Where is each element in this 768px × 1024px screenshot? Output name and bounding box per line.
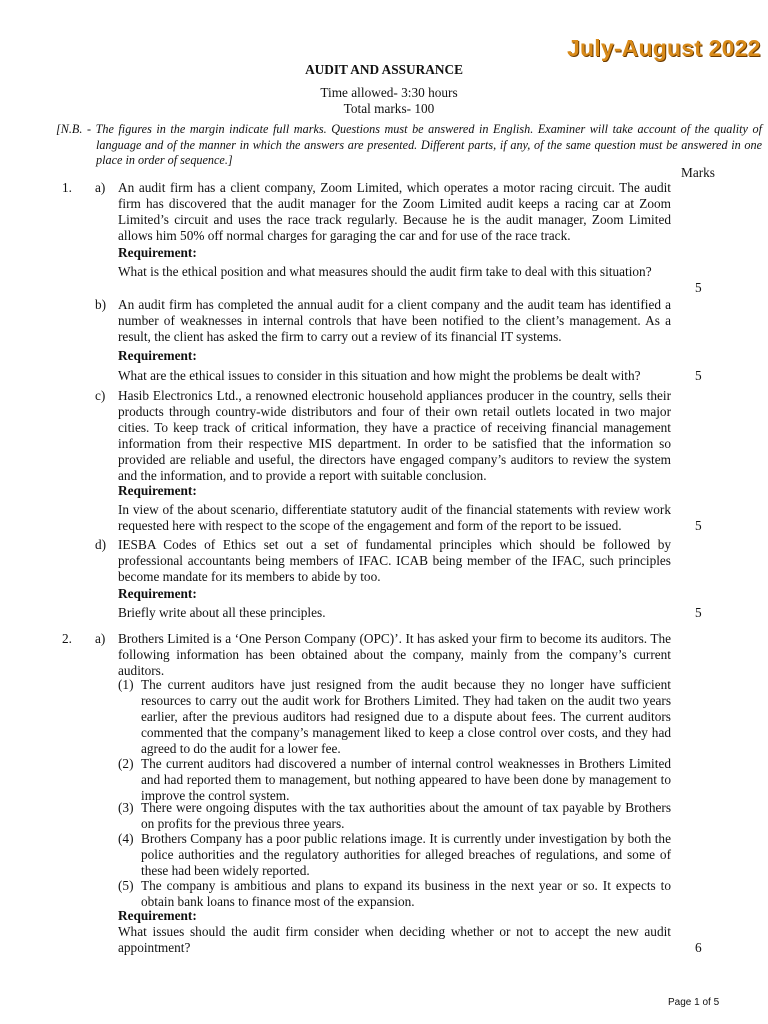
point-number: (4): [118, 831, 134, 846]
requirement-text: What issues should the audit firm consider when deciding whether or not to accept the new audit appointment?: [118, 924, 671, 955]
instructions-note: [N.B. - The figures in the margin indicate full marks. Questions must be answered in English. Examiner will take account of the quality of language and of the manner in which the answers are presented. Different parts, if any, of the same question must be answered in one place in order of sequence.]: [56, 122, 762, 167]
marks-column-header: Marks: [681, 165, 715, 180]
point-text: The company is ambitious and plans to expand its business in the next year or so. It expects to obtain bank loans to finance most of the expansion.: [141, 878, 671, 909]
requirement-heading: Requirement:: [118, 908, 197, 923]
requirement-heading: Requirement:: [118, 483, 197, 498]
requirement-text: What are the ethical issues to consider in this situation and how might the problems be dealt with?: [118, 368, 641, 383]
part-label: c): [95, 388, 106, 403]
point-number: (2): [118, 756, 134, 771]
marks-value: 5: [695, 605, 702, 620]
point-text: The current auditors had discovered a number of internal control weaknesses in Brothers Limited and had reported them to management, but nothing appeared to have been done by management to improve the control system.: [141, 756, 671, 803]
point-text: The current auditors have just resigned from the audit because they no longer have sufficient resources to carry out the audit work for Brothers Limited. They had taken on the audit two years earlier, after the previous auditors had resigned due to a dispute about fees. The current auditors commented that the company’s management liked to keep a close control over costs, and they had agreed to do the audit for a lower fee.: [141, 677, 671, 756]
marks-value: 5: [695, 280, 702, 295]
requirement-heading: Requirement:: [118, 348, 197, 363]
point-number: (1): [118, 677, 134, 692]
question-text: IESBA Codes of Ethics set out a set of fundamental principles which should be followed by professional accountants being members of IFAC. ICAB being member of the IFAC, such principles become mandate for its members to abide by too.: [118, 537, 671, 584]
point-number: (5): [118, 878, 134, 893]
part-label: b): [95, 297, 107, 312]
requirement-text: Briefly write about all these principles.: [118, 605, 326, 620]
part-label: a): [95, 180, 106, 195]
question-text: An audit firm has a client company, Zoom Limited, which operates a motor racing circuit. The audit firm has discovered that the audit manager for the Zoom Limited audit keeps a racing car at Zoom Limited’s circuit and uses the race track regularly. Because he is the audit manager, Zoom Limited allows him 50% off normal charges for garaging the car and for use of the race track.: [118, 180, 671, 243]
point-number: (3): [118, 800, 134, 815]
exam-session-heading: July-August 2022: [567, 35, 761, 61]
requirement-text: In view of the about scenario, differentiate statutory audit of the financial statements with review work requested here with respect to the scope of the engagement and form of the report to be issued.: [118, 502, 671, 533]
requirement-text: What is the ethical position and what measures should the audit firm take to deal with this situation?: [118, 264, 652, 279]
time-allowed: Time allowed- 3:30 hours: [320, 85, 458, 100]
paper-title: AUDIT AND ASSURANCE: [305, 62, 463, 77]
question-text: Hasib Electronics Ltd., a renowned electronic household appliances producer in the country, sells their products through country-wide distributors and four of their own retail outlets located in two major cities. To keep track of critical information, they have a practice of receiving financial management information from their respective MIS department. In order to be satisfied that the information so provided are reliable and useful, the directors have engaged company’s auditors to review the system and the information, and to provide a report with suitable conclusion.: [118, 388, 671, 483]
point-text: Brothers Company has a poor public relations image. It is currently under investigation by both the police authorities and the regulatory authorities for alleged breaches of regulations, and some of these had been widely reported.: [141, 831, 671, 878]
question-number: 2.: [62, 631, 72, 646]
total-marks: Total marks- 100: [343, 101, 435, 116]
marks-value: 5: [695, 518, 702, 533]
requirement-heading: Requirement:: [118, 586, 197, 601]
part-label: a): [95, 631, 106, 646]
marks-value: 6: [695, 940, 702, 955]
part-label: d): [95, 537, 107, 552]
page-number: Page 1 of 5: [668, 997, 720, 1008]
marks-value: 5: [695, 368, 702, 383]
requirement-heading: Requirement:: [118, 245, 197, 260]
question-text: Brothers Limited is a ‘One Person Company (OPC)’. It has asked your firm to become its auditors. The following information has been obtained about the company, mainly from the company’s current auditors.: [118, 631, 671, 678]
question-number: 1.: [62, 180, 72, 195]
question-text: An audit firm has completed the annual audit for a client company and the audit team has identified a number of weaknesses in internal controls that have been notified to the client’s management. As a result, the client has asked the firm to carry out a review of its financial IT systems.: [118, 297, 671, 344]
point-text: There were ongoing disputes with the tax authorities about the amount of tax payable by Brothers on profits for the previous three years.: [141, 800, 671, 831]
